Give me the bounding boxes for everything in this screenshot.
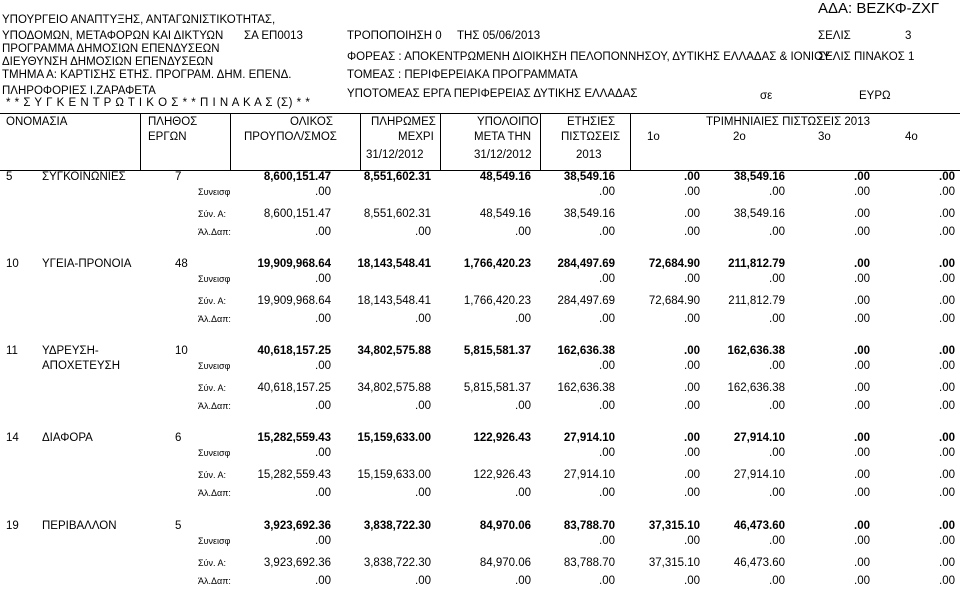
row-value-main: 84,970.06: [479, 520, 531, 532]
row-value-al-dap: .00: [599, 487, 615, 499]
row-value-main: 8,551,602.31: [363, 171, 431, 183]
summary-title: * * Σ Υ Γ Κ Ε Ν Τ Ρ Ω Τ Ι Κ Ο Σ * * Π Ι Ν Α Κ Α Σ (Σ) * *: [6, 97, 311, 109]
row-value-al-dap: .00: [599, 226, 615, 238]
row-value-synisf: .00: [854, 360, 870, 372]
row-value-al-dap: .00: [515, 400, 531, 412]
row-value-main: .00: [684, 345, 700, 357]
col-triminiaies: ΤΡΙΜΗΝΙΑΙΕΣ ΠΙΣΤΩΣΕΙΣ 2013: [706, 116, 870, 128]
currency: ΕΥΡΩ: [859, 90, 891, 102]
row-value-syn-a: 211,812.79: [728, 295, 785, 307]
row-value-syn-a: .00: [939, 382, 955, 394]
row-value-syn-a: 37,315.10: [648, 557, 700, 569]
col-pliromes: 31/12/2012: [366, 149, 424, 161]
currency-prefix: σε: [760, 90, 773, 102]
row-value-syn-a: 72,684.90: [648, 295, 700, 307]
row-value-al-dap: .00: [415, 487, 431, 499]
row-value-al-dap: .00: [315, 313, 331, 325]
col-q4: 4ο: [905, 131, 918, 143]
selis-number: 3: [905, 30, 912, 42]
row-value-synisf: .00: [684, 447, 700, 459]
row-value-syn-a: 19,909,968.64: [257, 295, 331, 307]
row-value-main: 38,549.16: [733, 171, 785, 183]
row-count: 6: [175, 432, 182, 444]
col-divider: [140, 114, 141, 170]
row-value-synisf: .00: [939, 273, 955, 285]
row-sublabel: Συνεισφ: [198, 274, 231, 284]
row-value-synisf: .00: [854, 186, 870, 198]
row-value-syn-a: 15,282,559.43: [257, 469, 331, 481]
row-value-synisf: .00: [769, 447, 785, 459]
row-value-main: 162,636.38: [557, 345, 615, 357]
row-value-main: .00: [854, 520, 870, 532]
row-value-main: 27,914.10: [733, 432, 785, 444]
row-value-main: 38,549.16: [563, 171, 615, 183]
row-value-al-dap: .00: [415, 400, 431, 412]
col-pliromes: ΜΕΧΡΙ: [398, 131, 434, 143]
row-value-main: 3,923,692.36: [263, 520, 331, 532]
row-value-main: .00: [854, 171, 870, 183]
row-value-main: .00: [939, 432, 955, 444]
row-value-main: .00: [939, 520, 955, 532]
col-olikos: ΟΛΙΚΟΣ: [290, 116, 333, 128]
col-ypoloipo: ΥΠΟΛΟΙΠΟ: [477, 116, 539, 128]
row-value-syn-a: 8,600,151.47: [263, 208, 331, 220]
sa-code: ΣΑ ΕΠ0013: [244, 30, 303, 42]
row-value-synisf: .00: [684, 273, 700, 285]
ypotomeas: ΥΠΟΤΟΜΕΑΣ ΕΡΓΑ ΠΕΡΙΦΕΡΕΙΑΣ ΔΥΤΙΚΗΣ ΕΛΛΑΔΑΣ: [347, 88, 638, 100]
row-value-al-dap: .00: [599, 575, 615, 587]
row-value-main: 19,909,968.64: [257, 258, 331, 270]
row-value-main: .00: [684, 432, 700, 444]
row-value-main: 83,788.70: [563, 520, 615, 532]
col-q3: 3ο: [818, 131, 831, 143]
row-value-al-dap: .00: [854, 313, 870, 325]
row-value-main: 15,282,559.43: [257, 432, 331, 444]
row-value-syn-a: 84,970.06: [479, 557, 531, 569]
col-divider: [360, 114, 361, 170]
row-value-synisf: .00: [939, 535, 955, 547]
row-value-al-dap: .00: [769, 487, 785, 499]
row-value-al-dap: .00: [684, 400, 700, 412]
col-onomasia: ΟΝΟΜΑΣΙΑ: [6, 116, 68, 128]
row-value-synisf: .00: [769, 535, 785, 547]
row-count: 48: [175, 258, 188, 270]
row-sublabel: Σύν. Α:: [198, 470, 226, 480]
row-value-al-dap: .00: [939, 226, 955, 238]
row-code: 14: [6, 432, 19, 444]
row-value-synisf: .00: [599, 535, 615, 547]
row-value-al-dap: .00: [315, 226, 331, 238]
row-value-syn-a: 3,838,722.30: [363, 557, 431, 569]
row-sublabel: Σύν. Α:: [198, 296, 226, 306]
col-ypoloipo: 31/12/2012: [474, 149, 532, 161]
row-value-main: 8,600,151.47: [263, 171, 331, 183]
row-code: 19: [6, 520, 19, 532]
row-value-synisf: .00: [939, 447, 955, 459]
row-value-syn-a: .00: [684, 208, 700, 220]
col-etisies: ΕΤΗΣΙΕΣ: [567, 116, 616, 128]
row-sublabel: Άλ.Δαπ:: [198, 314, 231, 324]
row-value-main: 37,315.10: [648, 520, 700, 532]
row-value-al-dap: .00: [315, 400, 331, 412]
selis-label: ΣΕΛΙΣ: [818, 30, 851, 42]
row-value-al-dap: .00: [854, 487, 870, 499]
row-value-synisf: .00: [315, 186, 331, 198]
col-plithos: ΕΡΓΩΝ: [148, 131, 187, 143]
col-divider: [630, 114, 631, 170]
foreas: ΦΟΡΕΑΣ : ΑΠΟΚΕΝΤΡΩΜΕΝΗ ΔΙΟΙΚΗΣΗ ΠΕΛΟΠΟΝΝΗΣΟΥ, ΔΥΤΙΚΗΣ ΕΛΛΑΔΑΣ & ΙΟΝΙΟΥ: [347, 51, 831, 63]
row-value-al-dap: .00: [854, 575, 870, 587]
row-value-syn-a: .00: [854, 295, 870, 307]
col-divider: [540, 114, 541, 170]
col-etisies: ΠΙΣΤΩΣΕΙΣ: [561, 131, 621, 143]
row-value-main: .00: [939, 171, 955, 183]
row-value-syn-a: 27,914.10: [563, 469, 615, 481]
row-value-syn-a: 34,802,575.88: [357, 382, 431, 394]
row-value-synisf: .00: [684, 360, 700, 372]
col-divider: [230, 114, 231, 170]
row-sublabel: Άλ.Δαπ:: [198, 576, 231, 586]
row-value-al-dap: .00: [939, 400, 955, 412]
col-etisies: 2013: [576, 149, 602, 161]
row-value-main: 27,914.10: [563, 432, 615, 444]
row-value-synisf: .00: [769, 273, 785, 285]
row-value-synisf: .00: [769, 186, 785, 198]
row-value-syn-a: 18,143,548.41: [357, 295, 431, 307]
row-value-syn-a: 5,815,581.37: [463, 382, 531, 394]
row-value-syn-a: 38,549.16: [733, 208, 785, 220]
row-value-al-dap: .00: [769, 575, 785, 587]
row-sublabel: Συνεισφ: [198, 536, 231, 546]
row-value-syn-a: 162,636.38: [557, 382, 615, 394]
row-value-main: 162,636.38: [727, 345, 785, 357]
row-value-syn-a: 122,926.43: [473, 469, 531, 481]
row-value-al-dap: .00: [515, 226, 531, 238]
row-value-synisf: .00: [854, 447, 870, 459]
row-value-al-dap: .00: [599, 313, 615, 325]
row-sublabel: Άλ.Δαπ:: [198, 488, 231, 498]
row-value-synisf: .00: [315, 447, 331, 459]
col-q1: 1ο: [647, 131, 660, 143]
row-value-syn-a: 83,788.70: [563, 557, 615, 569]
row-value-main: 1,766,420.23: [463, 258, 531, 270]
row-value-main: .00: [854, 432, 870, 444]
row-value-al-dap: .00: [769, 226, 785, 238]
row-value-al-dap: .00: [939, 313, 955, 325]
row-value-main: .00: [939, 258, 955, 270]
row-sublabel: Σύν. Α:: [198, 383, 226, 393]
col-q2: 2ο: [733, 131, 746, 143]
row-sublabel: Συνεισφ: [198, 448, 231, 458]
row-value-synisf: .00: [315, 273, 331, 285]
row-value-syn-a: .00: [854, 469, 870, 481]
modification-number: ΤΡΟΠΟΠΟΙΗΣΗ 0: [347, 30, 442, 42]
row-value-al-dap: .00: [315, 575, 331, 587]
header-line: ΠΡΟΓΡΑΜΜΑ ΔΗΜΟΣΙΩΝ ΕΠΕΝΔΥΣΕΩΝ: [2, 43, 220, 55]
row-value-al-dap: .00: [515, 575, 531, 587]
row-value-main: 122,926.43: [473, 432, 531, 444]
row-sublabel: Σύν. Α:: [198, 209, 226, 219]
row-value-main: 40,618,157.25: [257, 345, 331, 357]
row-value-main: 34,802,575.88: [357, 345, 431, 357]
row-value-al-dap: .00: [684, 313, 700, 325]
row-value-synisf: .00: [854, 535, 870, 547]
col-ypoloipo: ΜΕΤΑ ΤΗΝ: [474, 131, 532, 143]
row-value-synisf: .00: [684, 535, 700, 547]
row-value-syn-a: 40,618,157.25: [257, 382, 331, 394]
row-value-al-dap: .00: [415, 575, 431, 587]
row-value-al-dap: .00: [684, 487, 700, 499]
row-value-al-dap: .00: [415, 313, 431, 325]
row-value-main: 72,684.90: [648, 258, 700, 270]
row-value-synisf: .00: [599, 360, 615, 372]
row-value-main: 15,159,633.00: [357, 432, 431, 444]
row-value-al-dap: .00: [939, 575, 955, 587]
row-value-al-dap: .00: [315, 487, 331, 499]
row-value-syn-a: .00: [939, 295, 955, 307]
header-line: ΥΠΟΥΡΓΕΙΟ ΑΝΑΠΤΥΞΗΣ, ΑΝΤΑΓΩΝΙΣΤΙΚΟΤΗΤΑΣ,: [2, 14, 276, 26]
col-divider: [440, 114, 441, 170]
row-sublabel: Άλ.Δαπ:: [198, 227, 231, 237]
row-code: 5: [6, 171, 13, 183]
row-value-main: 5,815,581.37: [463, 345, 531, 357]
header-line: ΔΙΕΥΘΥΝΣΗ ΔΗΜΟΣΙΩΝ ΕΠΕΝΔΥΣΕΩΝ: [2, 56, 214, 68]
row-value-synisf: .00: [315, 360, 331, 372]
row-value-syn-a: .00: [939, 469, 955, 481]
row-value-main: 211,812.79: [728, 258, 785, 270]
row-count: 5: [175, 520, 182, 532]
row-value-syn-a: 46,473.60: [733, 557, 785, 569]
row-value-syn-a: 3,923,692.36: [263, 557, 331, 569]
row-value-syn-a: .00: [854, 382, 870, 394]
col-olikos: ΠΡΟΥΠΟΛ/ΣΜΟΣ: [244, 131, 337, 143]
row-name: ΔΙΑΦΟΡΑ: [42, 432, 93, 444]
row-value-main: .00: [684, 171, 700, 183]
row-value-al-dap: .00: [684, 575, 700, 587]
header-line: ΠΛΗΡΟΦΟΡΙΕΣ Ι.ΖΑΡΑΦΕΤΑ: [2, 85, 156, 97]
row-value-synisf: .00: [599, 186, 615, 198]
row-name: ΑΠΟΧΕΤΕΥΣΗ: [42, 360, 121, 372]
row-value-al-dap: .00: [684, 226, 700, 238]
row-value-syn-a: 162,636.38: [727, 382, 785, 394]
row-value-al-dap: .00: [769, 400, 785, 412]
row-name: ΣΥΓΚΟΙΝΩΝΙΕΣ: [42, 171, 126, 183]
header-top-rule: [0, 113, 960, 114]
row-value-main: 18,143,548.41: [357, 258, 431, 270]
row-value-synisf: .00: [599, 447, 615, 459]
row-value-synisf: .00: [769, 360, 785, 372]
row-name: ΠΕΡΙΒΑΛΛΟΝ: [42, 520, 117, 532]
row-value-main: 46,473.60: [733, 520, 785, 532]
modification-date: ΤΗΣ 05/06/2013: [457, 30, 541, 42]
row-sublabel: Συνεισφ: [198, 361, 231, 371]
row-sublabel: Άλ.Δαπ:: [198, 401, 231, 411]
row-value-syn-a: .00: [939, 208, 955, 220]
row-value-synisf: .00: [599, 273, 615, 285]
row-value-main: 48,549.16: [479, 171, 531, 183]
row-value-main: 284,497.69: [557, 258, 615, 270]
row-value-al-dap: .00: [854, 226, 870, 238]
row-value-al-dap: .00: [599, 400, 615, 412]
row-value-syn-a: 38,549.16: [563, 208, 615, 220]
header-line: ΥΠΟΔΟΜΩΝ, ΜΕΤΑΦΟΡΩΝ ΚΑΙ ΔΙΚΤΥΩΝ: [2, 30, 224, 42]
row-value-syn-a: 27,914.10: [733, 469, 785, 481]
row-value-al-dap: .00: [769, 313, 785, 325]
selis-pinakos: ΣΕΛΙΣ ΠΙΝΑΚΟΣ 1: [818, 51, 915, 63]
row-sublabel: Σύν. Α:: [198, 558, 226, 568]
ada-code: ΑΔΑ: ΒΕΖΚΦ-ΖΧΓ: [818, 0, 940, 17]
tomeas: ΤΟΜΕΑΣ : ΠΕΡΙΦΕΡΕΙΑΚΑ ΠΡΟΓΡΑΜΜΑΤΑ: [347, 69, 578, 81]
header-line: ΤΜΗΜΑ Α: ΚΑΡΤΙΣΗΣ ΕΤΗΣ. ΠΡΟΓΡΑΜ. ΔΗΜ. ΕΠΕΝΔ.: [2, 69, 292, 81]
row-value-syn-a: 1,766,420.23: [463, 295, 531, 307]
row-count: 7: [175, 171, 182, 183]
row-value-al-dap: .00: [854, 400, 870, 412]
row-value-synisf: .00: [684, 186, 700, 198]
col-plithos: ΠΛΗΘΟΣ: [148, 116, 198, 128]
row-value-main: .00: [854, 258, 870, 270]
row-value-al-dap: .00: [939, 487, 955, 499]
row-value-syn-a: .00: [854, 208, 870, 220]
row-value-main: 3,838,722.30: [363, 520, 431, 532]
row-code: 11: [6, 345, 18, 357]
col-pliromes: ΠΛΗΡΩΜΕΣ: [371, 116, 436, 128]
row-value-al-dap: .00: [515, 313, 531, 325]
row-code: 10: [6, 258, 19, 270]
row-value-synisf: .00: [315, 535, 331, 547]
row-value-syn-a: 15,159,633.00: [357, 469, 431, 481]
row-value-synisf: .00: [939, 360, 955, 372]
row-value-al-dap: .00: [515, 487, 531, 499]
row-value-main: .00: [939, 345, 955, 357]
row-value-synisf: .00: [854, 273, 870, 285]
row-value-syn-a: .00: [684, 382, 700, 394]
row-value-synisf: .00: [939, 186, 955, 198]
row-value-syn-a: 48,549.16: [479, 208, 531, 220]
row-value-syn-a: .00: [684, 469, 700, 481]
row-value-syn-a: .00: [939, 557, 955, 569]
row-name: ΥΓΕΙΑ-ΠΡΟΝΟΙΑ: [42, 258, 132, 270]
row-value-main: .00: [854, 345, 870, 357]
row-value-syn-a: 284,497.69: [557, 295, 615, 307]
row-value-syn-a: .00: [854, 557, 870, 569]
row-sublabel: Συνεισφ: [198, 187, 231, 197]
row-count: 10: [175, 345, 188, 357]
row-name: ΥΔΡΕΥΣΗ-: [42, 345, 99, 357]
row-value-syn-a: 8,551,602.31: [363, 208, 431, 220]
row-value-al-dap: .00: [415, 226, 431, 238]
